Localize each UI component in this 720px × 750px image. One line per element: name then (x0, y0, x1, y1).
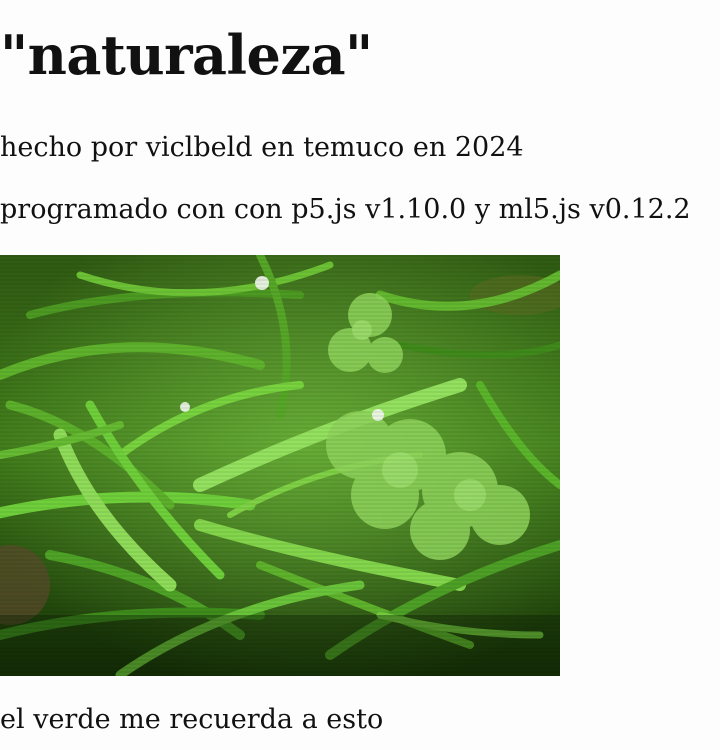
page-title: "naturaleza" (0, 23, 373, 87)
webcam-canvas[interactable] (0, 255, 560, 676)
caption-text: el verde me recuerda a esto (0, 704, 384, 735)
credit-text: hecho por viclbeld en temuco en 2024 (0, 132, 524, 163)
tech-text: programado con con p5.js v1.10.0 y ml5.js v0.12.2 (0, 194, 691, 225)
plant-image (0, 255, 560, 676)
